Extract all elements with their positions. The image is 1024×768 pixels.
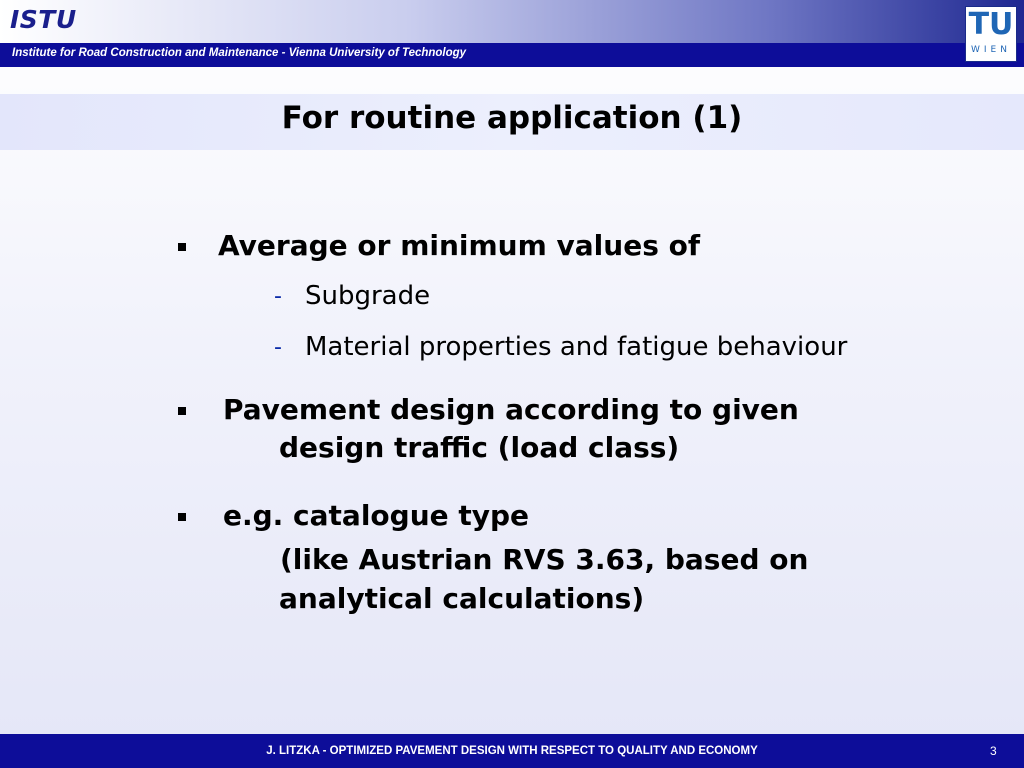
footer-text: J. LITZKA - OPTIMIZED PAVEMENT DESIGN WITH RESPECT TO QUALITY AND ECONOMY (266, 745, 758, 757)
bullet-1-text: Average or minimum values of (218, 229, 701, 262)
page-number: 3 (990, 744, 997, 758)
logo-tu-text: TU (968, 7, 1014, 42)
bullet-marker-2 (178, 407, 186, 415)
institute-name: Institute for Road Construction and Maintenance - Vienna University of Technology (12, 47, 467, 59)
dash-marker-2: - (274, 335, 282, 360)
bullet-2-line-2: design traffic (load class) (279, 431, 680, 464)
tu-wien-logo (965, 6, 1017, 62)
bullet-marker-3 (178, 513, 186, 521)
header-gradient-band (0, 0, 1024, 43)
logo-wien-text: WIEN (971, 45, 1011, 55)
bullet-3-line-2: (like Austrian RVS 3.63, based on (280, 543, 809, 576)
bullet-3-line-3: analytical calculations) (279, 582, 645, 615)
bullet-2-line-1: Pavement design according to given (223, 393, 799, 426)
sub-item-material: Material properties and fatigue behaviour (305, 332, 848, 362)
bullet-marker-1 (178, 243, 186, 251)
slide-title: For routine application (1) (281, 100, 743, 136)
header-short-name: ISTU (10, 5, 77, 34)
bullet-3-line-1: e.g. catalogue type (223, 499, 530, 532)
dash-marker-1: - (274, 284, 282, 309)
sub-item-subgrade: Subgrade (305, 281, 431, 311)
